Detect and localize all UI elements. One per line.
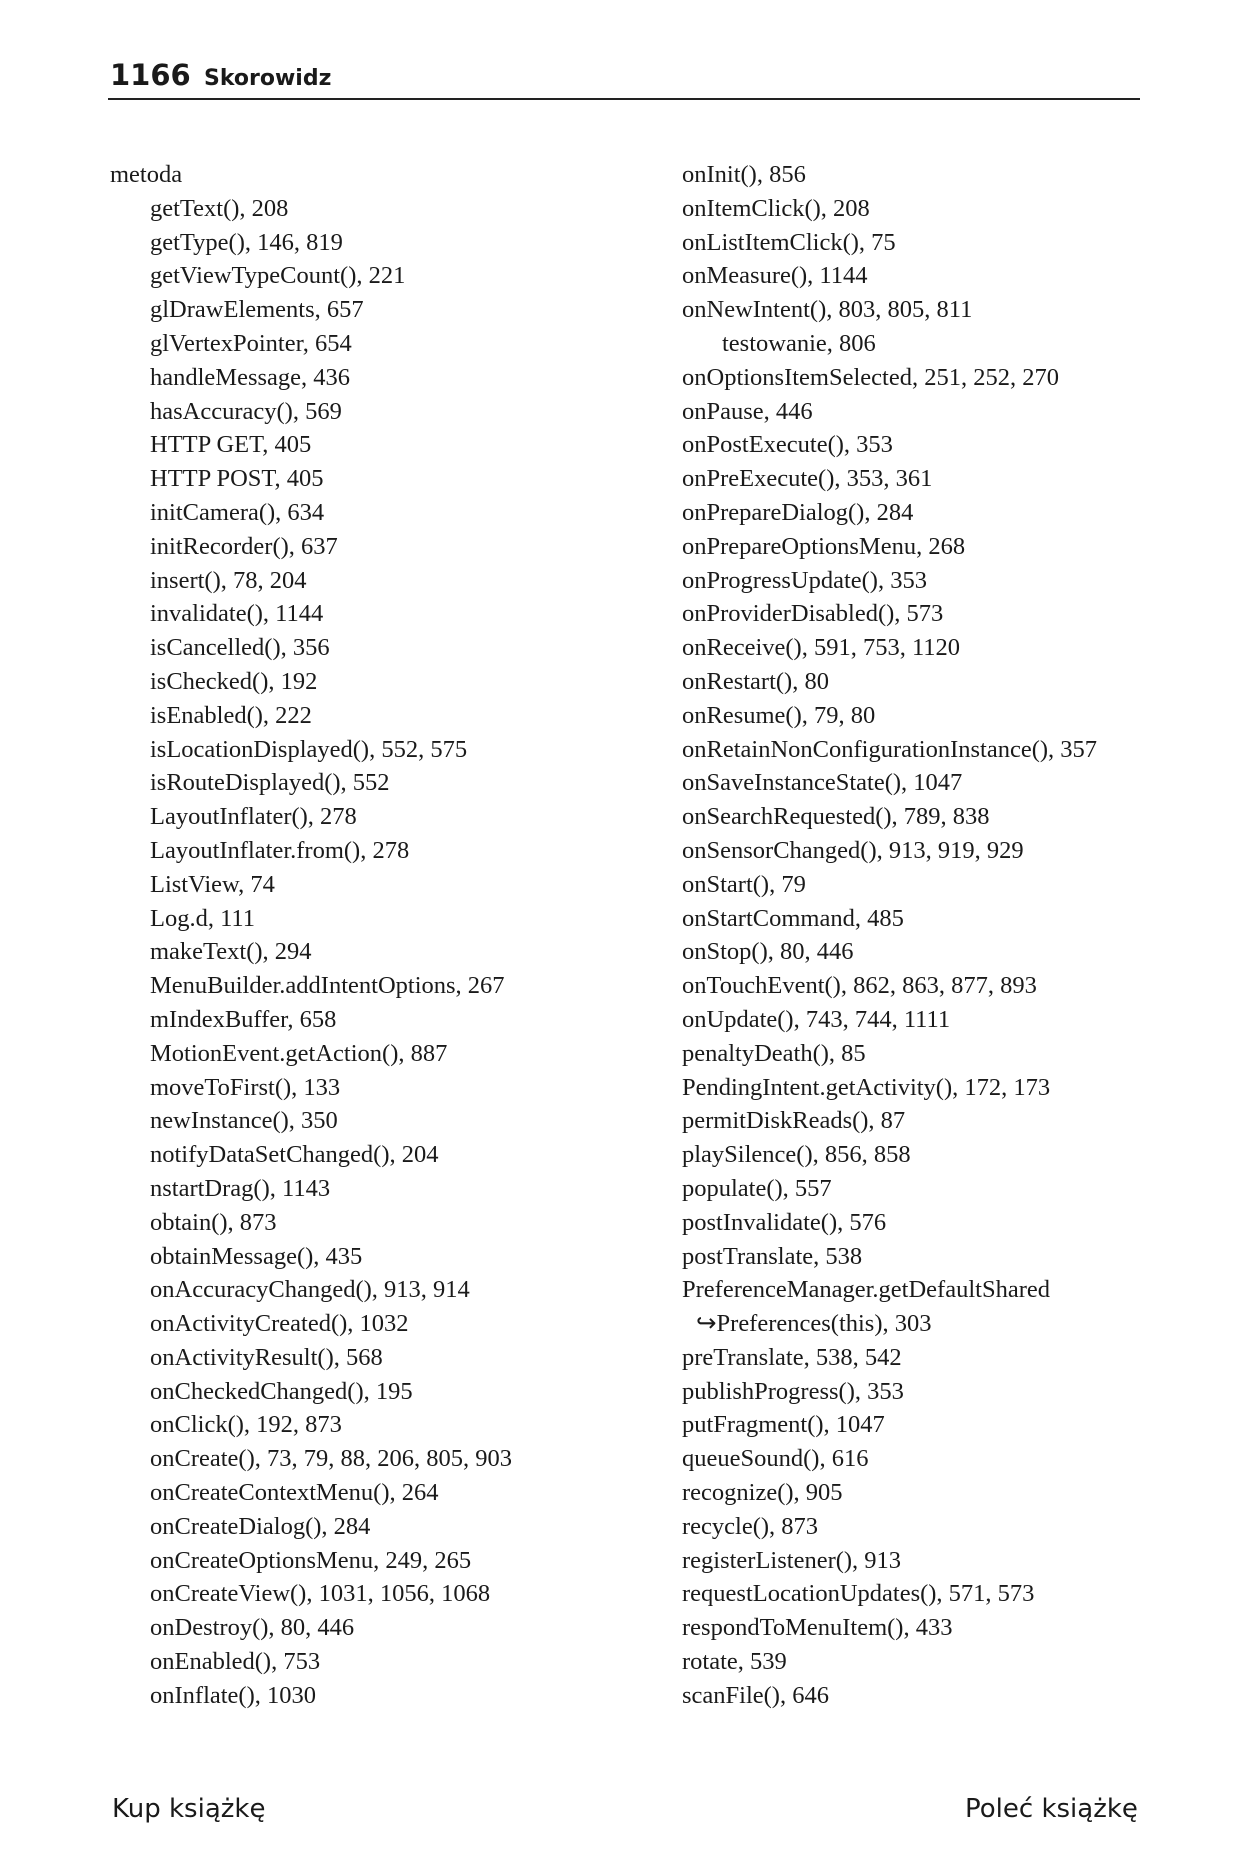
index-entry: putFragment(), 1047 xyxy=(682,1411,885,1439)
index-subentry: invalidate(), 1144 xyxy=(150,600,324,628)
index-subentry: onDestroy(), 80, 446 xyxy=(150,1614,355,1642)
index-subentry: LayoutInflater(), 278 xyxy=(150,803,357,831)
index-entry: permitDiskReads(), 87 xyxy=(682,1107,906,1135)
index-entry: onPrepareDialog(), 284 xyxy=(682,498,914,526)
index-entry: penaltyDeath(), 85 xyxy=(682,1039,866,1067)
index-subentry: obtain(), 873 xyxy=(150,1208,277,1236)
index-entry: onMeasure(), 1144 xyxy=(682,262,868,290)
index-entry: scanFile(), 646 xyxy=(682,1681,829,1709)
section-title: Skorowidz xyxy=(204,66,332,91)
index-entry: onPause, 446 xyxy=(682,397,813,425)
index-subentry: insert(), 78, 204 xyxy=(150,566,307,594)
index-subentry: onCreateContextMenu(), 264 xyxy=(150,1479,439,1507)
index-column-left xyxy=(110,158,512,1713)
index-subentry: glVertexPointer, 654 xyxy=(150,329,352,357)
index-subentry: onCheckedChanged(), 195 xyxy=(150,1377,413,1405)
index-subentry: getViewTypeCount(), 221 xyxy=(150,262,406,290)
index-subentry: ListView, 74 xyxy=(150,870,275,898)
index-subentry: testowanie, 806 xyxy=(722,329,876,357)
index-entry: onStart(), 79 xyxy=(682,870,806,898)
index-entry: onRestart(), 80 xyxy=(682,667,829,695)
index-subentry: moveToFirst(), 133 xyxy=(150,1073,341,1101)
index-subentry: mIndexBuffer, 658 xyxy=(150,1005,337,1033)
index-entry: onPostExecute(), 353 xyxy=(682,431,893,459)
index-subentry: HTTP POST, 405 xyxy=(150,465,324,493)
index-entry: postInvalidate(), 576 xyxy=(682,1208,887,1236)
index-entry: onSearchRequested(), 789, 838 xyxy=(682,803,990,831)
index-entry: onOptionsItemSelected, 251, 252, 270 xyxy=(682,363,1059,391)
index-subentry: obtainMessage(), 435 xyxy=(150,1242,363,1270)
index-subentry: onCreateView(), 1031, 1056, 1068 xyxy=(150,1580,491,1608)
index-entry: onReceive(), 591, 753, 1120 xyxy=(682,634,961,662)
index-subentry: ↪Preferences(this), 303 xyxy=(696,1310,932,1338)
index-entry: onStop(), 80, 446 xyxy=(682,938,854,966)
index-subentry: isEnabled(), 222 xyxy=(150,701,312,729)
index-subentry: isLocationDisplayed(), 552, 575 xyxy=(150,735,468,763)
index-subentry: onInflate(), 1030 xyxy=(150,1681,316,1709)
index-subentry: getText(), 208 xyxy=(150,194,289,222)
recommend-book-link[interactable]: Poleć książkę xyxy=(965,1794,1138,1824)
index-subentry: Log.d, 111 xyxy=(150,904,256,932)
index-entry: onProviderDisabled(), 573 xyxy=(682,600,944,628)
index-entry: publishProgress(), 353 xyxy=(682,1377,904,1405)
index-entry: registerListener(), 913 xyxy=(682,1546,902,1574)
index-subentry: getType(), 146, 819 xyxy=(150,228,343,256)
index-entry: onRetainNonConfigurationInstance(), 357 xyxy=(682,735,1098,763)
index-subentry: notifyDataSetChanged(), 204 xyxy=(150,1141,439,1169)
index-entry: postTranslate, 538 xyxy=(682,1242,863,1270)
index-entry: onUpdate(), 743, 744, 1111 xyxy=(682,1005,951,1033)
index-subentry: onActivityResult(), 568 xyxy=(150,1343,383,1371)
index-subentry: hasAccuracy(), 569 xyxy=(150,397,342,425)
index-subentry: isCancelled(), 356 xyxy=(150,634,330,662)
index-subentry: HTTP GET, 405 xyxy=(150,431,312,459)
index-subentry: makeText(), 294 xyxy=(150,938,312,966)
index-subentry: onClick(), 192, 873 xyxy=(150,1411,342,1439)
index-entry: rotate, 539 xyxy=(682,1648,787,1676)
index-subentry: glDrawElements, 657 xyxy=(150,296,364,324)
index-subentry: onActivityCreated(), 1032 xyxy=(150,1310,409,1338)
index-subentry: LayoutInflater.from(), 278 xyxy=(150,836,410,864)
index-subentry: isRouteDisplayed(), 552 xyxy=(150,769,390,797)
index-entry: onStartCommand, 485 xyxy=(682,904,904,932)
index-subentry: onCreateOptionsMenu, 249, 265 xyxy=(150,1546,472,1574)
page-header xyxy=(108,58,1140,100)
index-subentry: onEnabled(), 753 xyxy=(150,1648,321,1676)
page-number: 1166 xyxy=(110,58,191,92)
index-subentry: initRecorder(), 637 xyxy=(150,532,338,560)
index-column-right xyxy=(682,158,1097,1713)
index-entry: populate(), 557 xyxy=(682,1174,832,1202)
index-subentry: handleMessage, 436 xyxy=(150,363,351,391)
index-entry: onResume(), 79, 80 xyxy=(682,701,876,729)
index-subentry: newInstance(), 350 xyxy=(150,1107,338,1135)
index-entry: PendingIntent.getActivity(), 172, 173 xyxy=(682,1073,1051,1101)
index-entry: onTouchEvent(), 862, 863, 877, 893 xyxy=(682,972,1037,1000)
index-entry: onSaveInstanceState(), 1047 xyxy=(682,769,963,797)
index-subentry: MotionEvent.getAction(), 887 xyxy=(150,1039,448,1067)
index-subentry: onCreateDialog(), 284 xyxy=(150,1512,371,1540)
index-entry: recycle(), 873 xyxy=(682,1512,819,1540)
index-entry: respondToMenuItem(), 433 xyxy=(682,1614,953,1642)
index-entry: onSensorChanged(), 913, 919, 929 xyxy=(682,836,1024,864)
index-entry: onPreExecute(), 353, 361 xyxy=(682,465,933,493)
index-entry: onProgressUpdate(), 353 xyxy=(682,566,927,594)
index-entry: preTranslate, 538, 542 xyxy=(682,1343,902,1371)
index-subentry: isChecked(), 192 xyxy=(150,667,318,695)
index-entry: onNewIntent(), 803, 805, 811 xyxy=(682,296,973,324)
index-entry: onItemClick(), 208 xyxy=(682,194,870,222)
index-entry: recognize(), 905 xyxy=(682,1479,843,1507)
index-subentry: MenuBuilder.addIntentOptions, 267 xyxy=(150,972,505,1000)
index-subentry: onAccuracyChanged(), 913, 914 xyxy=(150,1276,470,1304)
index-entry: PreferenceManager.getDefaultShared xyxy=(682,1276,1050,1304)
index-entry: metoda xyxy=(110,161,183,188)
index-entry: playSilence(), 856, 858 xyxy=(682,1141,911,1169)
index-entry: onPrepareOptionsMenu, 268 xyxy=(682,532,966,560)
index-entry: onInit(), 856 xyxy=(682,161,806,188)
index-entry: queueSound(), 616 xyxy=(682,1445,869,1473)
index-entry: requestLocationUpdates(), 571, 573 xyxy=(682,1580,1035,1608)
index-entry: onListItemClick(), 75 xyxy=(682,228,896,256)
index-subentry: nstartDrag(), 1143 xyxy=(150,1174,331,1202)
index-subentry: initCamera(), 634 xyxy=(150,498,325,526)
index-subentry: onCreate(), 73, 79, 88, 206, 805, 903 xyxy=(150,1445,512,1473)
buy-book-link[interactable]: Kup książkę xyxy=(112,1794,266,1824)
